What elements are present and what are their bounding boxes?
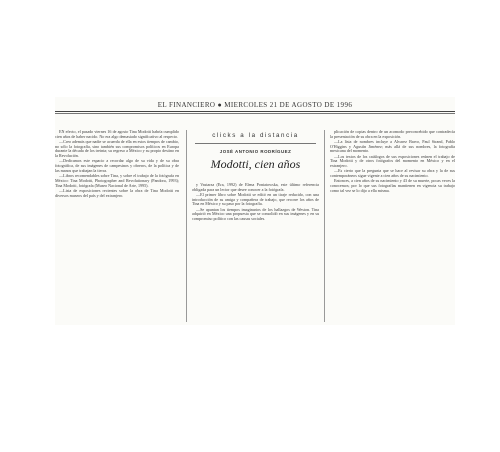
article-paragraph: —Dedicamos este espacio a recordar algo de su vida y de su obra fotográfica, de sus imágenes de campesinos y obreros, de la política y de las manos que trabajan la tierra. bbox=[55, 158, 179, 173]
article-paragraph: —Es cierto que la pregunta que se hace al revisar su obra y la de sus contemporáneos sigue vigente a cien años de su nacimiento. bbox=[330, 168, 455, 179]
kicker-rule bbox=[195, 143, 316, 144]
article-paragraph: Entonces, a cien años de su nacimiento y 43 de su muerte, pocas veces la conocemos; por lo que sus fotografías mantienen en vigencia su trabajo como tal vez se lo dijo a ella misma. bbox=[330, 178, 455, 193]
article-column-1 bbox=[55, 130, 179, 322]
masthead: EL FINANCIERO ● MIERCOLES 21 DE AGOSTO DE 1996 bbox=[157, 101, 353, 109]
article-paragraph: —La lista de nombres incluye a Alvarez Bravo, Paul Strand, Pablo O'Higgins y Agustín Jiménez; más allá de sus nombres, la fotografía mexicana del momento. bbox=[330, 139, 455, 154]
article-paragraph: —Libros recomendables sobre Tina, y sobre el trabajo de la fotógrafa en México: Tina Modotti, Photographer and Revolutionary (Pandora, 1993); Tina Modotti, fotógrafa (Museo Nacional de Arte, 1995). bbox=[55, 173, 179, 188]
byline: JOSÉ ANTONIO RODRÍGUEZ bbox=[219, 149, 292, 154]
article-paragraph: plicación de copias dentro de un acomodo preconcebido que contradecía la presentación de su obra en la exposición. bbox=[330, 130, 455, 139]
article-paragraph: —Lista de exposiciones recientes sobre la obra de Tina Modotti en diversos museos del país y del extranjero. bbox=[55, 187, 179, 198]
column-divider bbox=[186, 130, 187, 322]
article-column-2 bbox=[192, 183, 319, 322]
article-paragraph: EN efecto, el pasado viernes 16 de agosto Tina Modotti habría cumplido cien años de haber nacido. No era algo demasiado significativo al respecto. bbox=[55, 130, 179, 139]
article-paragraph: y Vastarza (Era, 1992) de Elena Poniatowska, este último referencia obligada para un lector que desee conocer a la fotógrafa. bbox=[192, 183, 319, 192]
article-column-3 bbox=[330, 130, 455, 322]
article-paragraph: —El primer libro sobre Modotti se editó en un tiraje reducido, con una introducción de su amiga y compañera de trabajo, que recorre los años de Tina en México y su paso por la fotografía. bbox=[192, 192, 319, 207]
headline: Modotti, cien años bbox=[210, 157, 301, 171]
article-paragraph: —Los textos de los catálogos de sus exposiciones reúnen el trabajo de Tina Modotti y de otros fotógrafos del momento en México y en el extranjero. bbox=[330, 153, 455, 169]
column-kicker: clicks a la distancia bbox=[212, 132, 299, 139]
masthead-rule-thin bbox=[55, 113, 455, 114]
masthead-rule bbox=[55, 111, 455, 112]
column-divider bbox=[324, 130, 325, 322]
article-paragraph: —Se apuntan los tiempos imaginarios de los hallazgos de Weston. Tina adquirió en México una propuesta que se consolidó en sus imágenes y en su compromiso político con las causas sociales. bbox=[192, 206, 319, 222]
newspaper-clipping bbox=[55, 97, 455, 325]
article-paragraph: —Creo además que nadie se acuerda de ella en estos tiempos de cambio, no sólo la fotografía, sino también sus compromisos políticos en Europa durante la década de los treinta; su regreso a México y su propio destino en la Revolución. bbox=[55, 139, 179, 159]
